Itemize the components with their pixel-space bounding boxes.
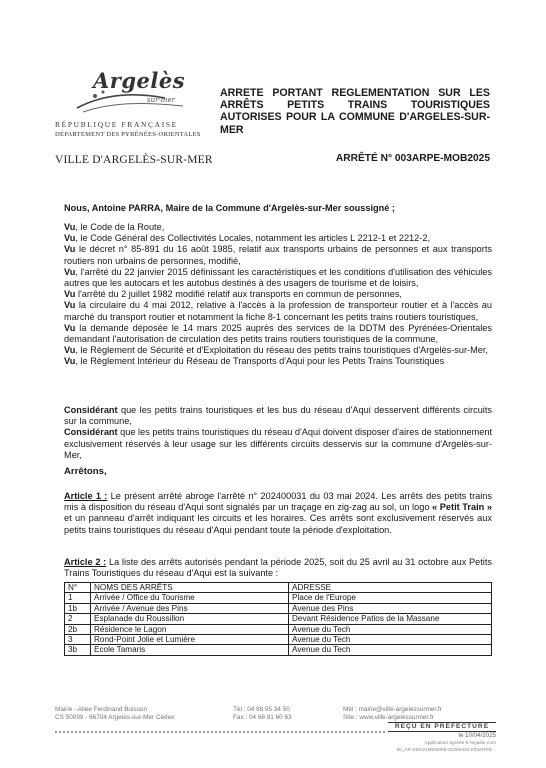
table-row: 2 Esplanade du Roussillon Devant Résidence Patios de la Massane — [65, 614, 492, 624]
vu-item: Vu la demande déposée le 14 mars 2025 auprès des services de la DDTM des Pyrénées-Orientales demandant l'autorisation de circulation des petits trains routiers touristiques de la commune, — [64, 322, 492, 345]
vu-item: Vu, le Règlement de Sécurité et d'Exploitation du réseau des petits trains touristiques d'Argelès-sur-Mer, — [64, 345, 488, 356]
table-row: 3 Rond-Point Jolie et Lumière Avenue du Tech — [65, 635, 492, 645]
vu-item: Vu la circulaire du 4 mai 2012, relative à l'accès à la profession de transporteur routier et à l'accès au marché du transport routier et notamment la fiche 8-1 concernant les petits trains routiers touristiques, — [64, 300, 492, 322]
vu-item: Vu l'arrêté du 2 juillet 1982 modifié relatif aux transports en commun de personnes, — [64, 289, 402, 300]
footer-phone: Tél : 04 68 95 34 50 Fax : 04 68 81 60 63 — [233, 706, 292, 722]
footer-site-link[interactable]: Site : www.ville-argelessurmer.fr — [343, 714, 434, 722]
arretons-heading: Arrêtons, — [64, 466, 107, 477]
footer-web — [343, 706, 442, 723]
arrete-reference: ARRÊTÉ N° 003ARPE-MOB2025 — [335, 153, 490, 164]
table-header-row — [65, 583, 492, 593]
article-2: Article 2 : La liste des arrêts autorisés pendant la période 2025, soit du 25 avril au 31 octobre aux Petits Trains Touristiques du réseau d'Aqui est la suivante : — [64, 557, 492, 579]
considerant-item: Considérant que les petits trains touristiques et les bus du réseau d'Aqui desservent différents circuits sur la commune, — [64, 405, 492, 427]
article-2-label: Article 2 : — [64, 557, 107, 567]
argeles-logo — [55, 66, 225, 118]
article-1: Article 1 : Le présent arrêté abroge l'arrêté n° 202400031 du 03 mai 2024. Les arrêts des petits trains mis à disposition du réseau d'Aqui sont signalés par un traçage en zig-zag au sol, un logo « Petit Train » et un panneau d'arrêt indiquant les circuits et les horaires. Ces arrêts sont exclusivement réservés aux petits trains touristiques du réseau d'Aqui pendant toute la période d'exploitation. — [64, 491, 492, 535]
petit-train-logo-label: « Petit Train » — [432, 502, 492, 513]
table-row: 1 Arrivée / Office du Tourisme Place de l'Europe — [65, 593, 492, 603]
departement-label: DÉPARTEMENT DES PYRÉNÉES-ORIENTALES — [55, 131, 201, 138]
vu-item: Vu, le Code Général des Collectivités Locales, notamment les articles L 2212-1 et 2212-2, — [64, 233, 430, 244]
vu-item: Vu, le Règlement Intérieur du Réseau de Transports d'Aqui pour les Petits Trains Touristiques — [64, 356, 445, 367]
header-cell-number: N° — [65, 583, 91, 593]
vu-item: Vu le décret n° 85-891 du 16 août 1985, relatif aux transports urbains de personnes et aux transports routiers non urbains de personnes, modifié, — [64, 244, 492, 266]
header-cell-name: NOMS DES ARRÊTS — [91, 583, 289, 593]
document-title: ARRETE PORTANT REGLEMENTATION SUR LES ARRÊTS PETITS TRAINS TOURISTIQUES AUTORISES POUR LA COMMUNE D'ARGELES-SUR-MER — [220, 87, 490, 136]
article-1-label: Article 1 : — [64, 491, 108, 501]
header-cell-address: ADRESSE — [289, 583, 492, 593]
ville-label: VILLE D'ARGELÈS-SUR-MER — [55, 154, 213, 166]
table-row: 3b Ecole Tamaris Avenue du Tech — [65, 645, 492, 655]
considerant-item: Considérant que les petits trains touristiques du réseau d'Aqui doivent disposer d'aires de stationnement exclusivement réservés à leur usage sur les différents circuits desservis sur la commune d'Argelès-sur-Mer, — [64, 427, 492, 460]
municipal-logo-block — [55, 66, 225, 166]
mayor-statement — [64, 203, 492, 214]
prefecture-stamp: REÇU EN PRÉFECTURE le 10/04/2025 Application agréée E-legalite.com 66_AR-066-216600089-20250410-003ARPE... — [388, 722, 496, 758]
vu-list — [64, 222, 492, 368]
footer-address: Mairie - Allée Ferdinand Buisson CS 50099 - 66704 Argelès-sur-Mer Cedex — [55, 706, 175, 722]
stops-table — [64, 582, 492, 656]
republique-label: RÉPUBLIQUE FRANÇAISE — [55, 120, 178, 129]
logo-text: Argelès — [93, 68, 186, 93]
table-row: 2b Résidence le Lagon Avenue du Tech — [65, 624, 492, 634]
logo-subtext: sur-mer — [147, 96, 175, 104]
vu-item: Vu, l'arrêté du 22 janvier 2015 définissant les caractéristiques et les conditions d'utilisation des véhicules autres que les autocars et les autobus destinés à des usagers de tourisme et de loisirs, — [64, 266, 492, 289]
footer-divider — [55, 731, 385, 739]
mayor-text: Nous, Antoine PARRA, Maire de la Commune d'Argelès-sur-Mer soussigné ; — [64, 203, 395, 213]
footer-email-link[interactable]: Mél : mairie@ville-argelessurmer.fr — [343, 706, 442, 713]
table-row: 1b Arrivée / Avenue des Pins Avenue des Pins — [65, 603, 492, 613]
considerant-list — [64, 405, 492, 461]
vu-item: Vu, le Code de la Route, — [64, 222, 165, 232]
